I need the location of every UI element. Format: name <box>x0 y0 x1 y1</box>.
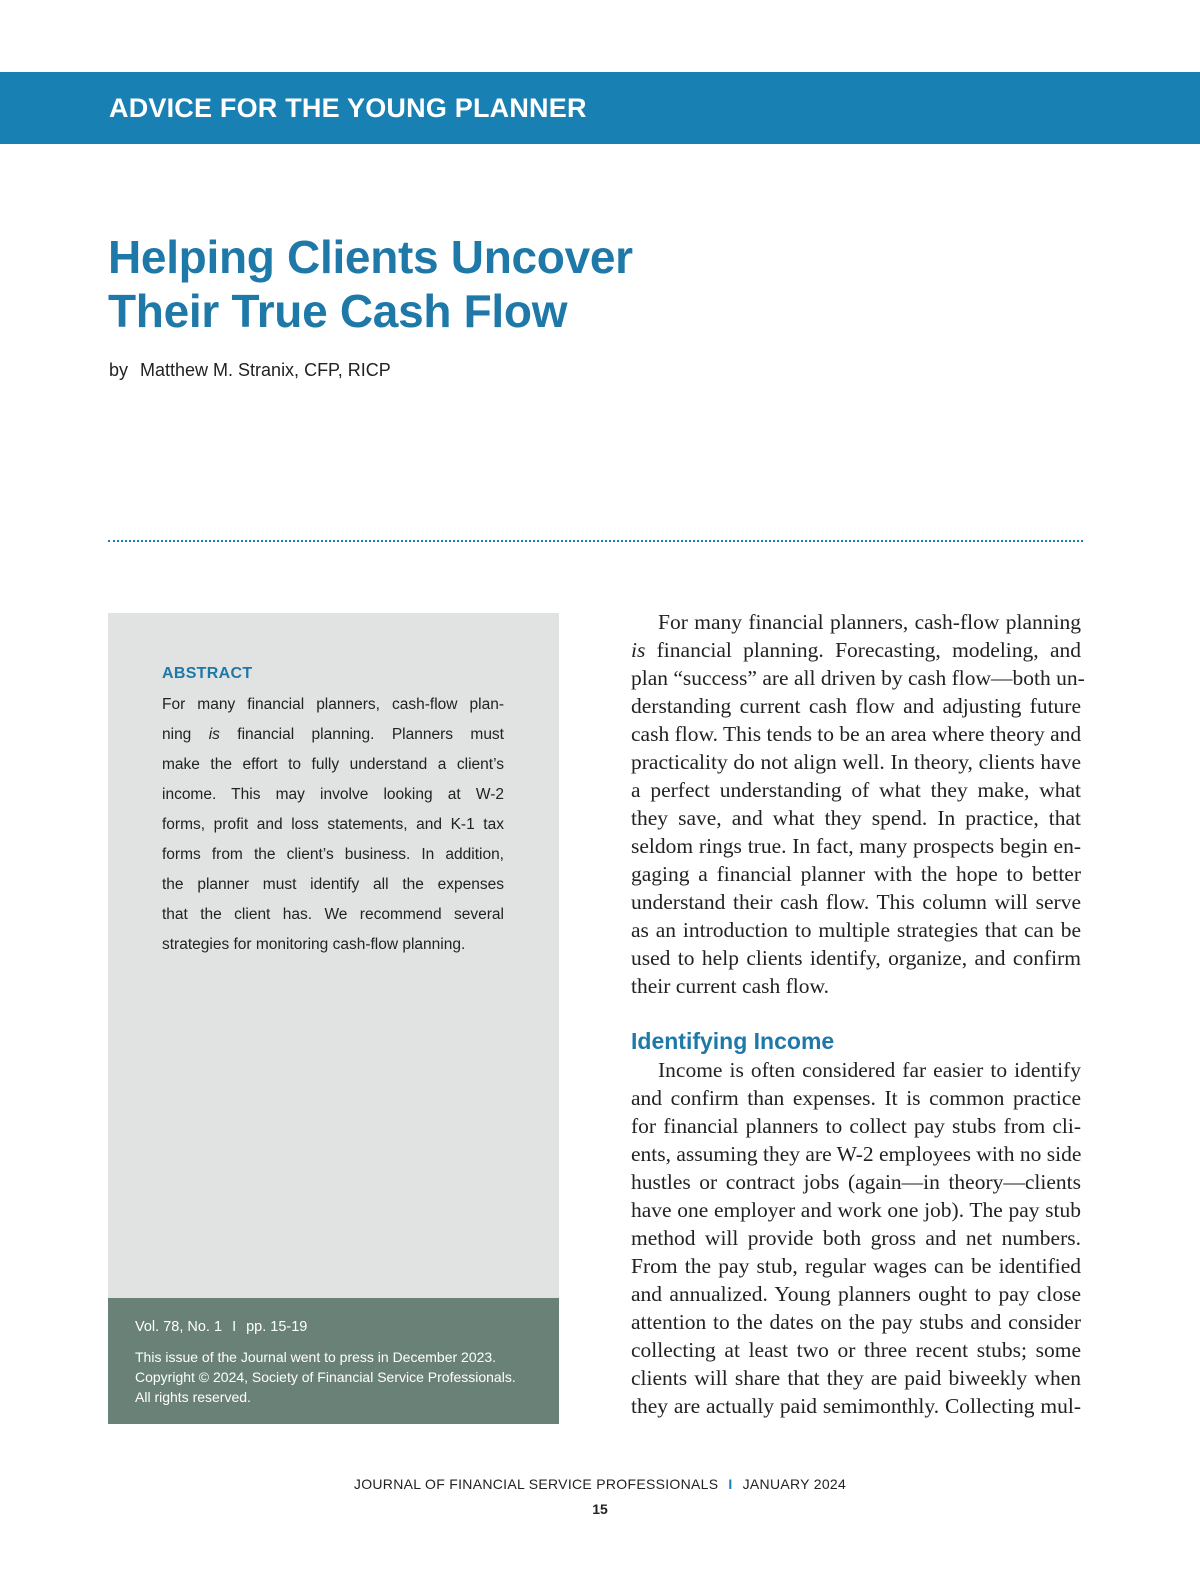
abstract-emphasis: is <box>208 726 220 743</box>
body-line: their current cash flow. <box>631 974 829 998</box>
abstract-line: the planner must identify all the expenses <box>162 876 504 893</box>
body-line: as an introduction to multiple strategies that can be <box>631 918 1081 942</box>
article-title-line: Their True Cash Flow <box>108 285 568 337</box>
body-line: used to help clients identify, organize, and confirm <box>631 946 1081 970</box>
abstract-line: income. This may involve looking at W-2 <box>162 786 504 803</box>
abstract-heading: ABSTRACT <box>162 665 253 682</box>
body-paragraph-intro <box>631 608 1085 1000</box>
body-line: and confirm than expenses. It is common practice <box>631 1086 1081 1110</box>
body-line: have one employer and work one job). The pay stub <box>631 1198 1081 1222</box>
abstract-line: that the client has. We recommend several <box>162 906 504 923</box>
body-line: plan “success” are all driven by cash flow—both un- <box>631 666 1085 690</box>
abstract-line: make the effort to fully understand a client’s <box>162 756 504 773</box>
copyright-line: All rights reserved. <box>135 1389 251 1405</box>
body-line: they save, and what they spend. In practice, that <box>631 806 1081 830</box>
author-name: Matthew M. Stranix, CFP, RICP <box>140 360 391 380</box>
body-line: cash flow. This tends to be an area where theory and <box>631 722 1082 746</box>
body-paragraph-income <box>631 1056 1081 1420</box>
page-footer <box>0 1474 1200 1494</box>
copyright-line: Copyright © 2024, Society of Financial Service Professionals. <box>135 1369 516 1385</box>
article-title <box>108 230 633 338</box>
body-line: derstanding current cash flow and adjusting future <box>631 694 1081 718</box>
body-line: seldom rings true. In fact, many prospects begin en- <box>631 834 1081 858</box>
article-title-line: Helping Clients Uncover <box>108 231 633 283</box>
volume-line <box>135 1317 307 1337</box>
abstract-text <box>162 690 504 960</box>
body-line: hustles or contract jobs (again—in theory—clients <box>631 1170 1081 1194</box>
body-line: attention to the dates on the pay stubs and consider <box>631 1310 1081 1334</box>
body-line: clients will share that they are paid biweekly when <box>631 1366 1081 1390</box>
volume-separator: I <box>232 1319 237 1335</box>
body-line: ents, assuming they are W-2 employees with no side <box>631 1142 1082 1166</box>
abstract-line: forms from the client’s business. In addition, <box>162 846 504 863</box>
volume: Vol. 78, No. 1 <box>135 1319 223 1335</box>
body-line: method will provide both gross and net numbers. <box>631 1226 1081 1250</box>
dotted-divider <box>108 540 1083 542</box>
body-line: For many financial planners, cash-flow planning <box>658 610 1081 634</box>
body-line: practicality do not align well. In theory, clients have <box>631 750 1081 774</box>
body-line: gaging a financial planner with the hope to better <box>631 862 1081 886</box>
body-line: for financial planners to collect pay stubs from cli- <box>631 1114 1081 1138</box>
abstract-line: forms, profit and loss statements, and K-1 tax <box>162 816 504 833</box>
byline-prefix: by <box>109 360 129 380</box>
section-subheading: Identifying Income <box>631 1028 835 1054</box>
abstract-line: For many financial planners, cash-flow plan- <box>162 696 504 713</box>
body-line: they are actually paid semimonthly. Collecting mul- <box>631 1394 1081 1418</box>
footer-separator: I <box>728 1476 733 1492</box>
byline <box>109 358 391 382</box>
section-banner <box>0 72 1200 144</box>
issue-date: JANUARY 2024 <box>742 1476 847 1492</box>
section-title: ADVICE FOR THE YOUNG PLANNER <box>109 93 587 123</box>
abstract-line: ning is financial planning. Planners must <box>162 726 504 743</box>
copyright-notice <box>135 1347 516 1407</box>
body-line: is financial planning. Forecasting, modeling, and <box>631 638 1081 662</box>
body-emphasis: is <box>631 638 646 662</box>
body-line: Income is often considered far easier to identify <box>658 1058 1081 1082</box>
body-line: From the pay stub, regular wages can be identified <box>631 1254 1081 1278</box>
body-line: and annualized. Young planners ought to pay close <box>631 1282 1081 1306</box>
copyright-line: This issue of the Journal went to press in December 2023. <box>135 1349 497 1365</box>
publication-info-box <box>108 1298 559 1424</box>
abstract-line: strategies for monitoring cash-flow planning. <box>162 936 466 953</box>
body-line: understand their cash flow. This column will serve <box>631 890 1081 914</box>
pages: pp. 15-19 <box>246 1319 308 1335</box>
body-line: a perfect understanding of what they make, what <box>631 778 1081 802</box>
body-line: collecting at least two or three recent stubs; some <box>631 1338 1081 1362</box>
page-number: 15 <box>592 1501 608 1517</box>
abstract-box <box>108 613 559 1298</box>
journal-name: JOURNAL OF FINANCIAL SERVICE PROFESSIONALS <box>353 1476 719 1492</box>
